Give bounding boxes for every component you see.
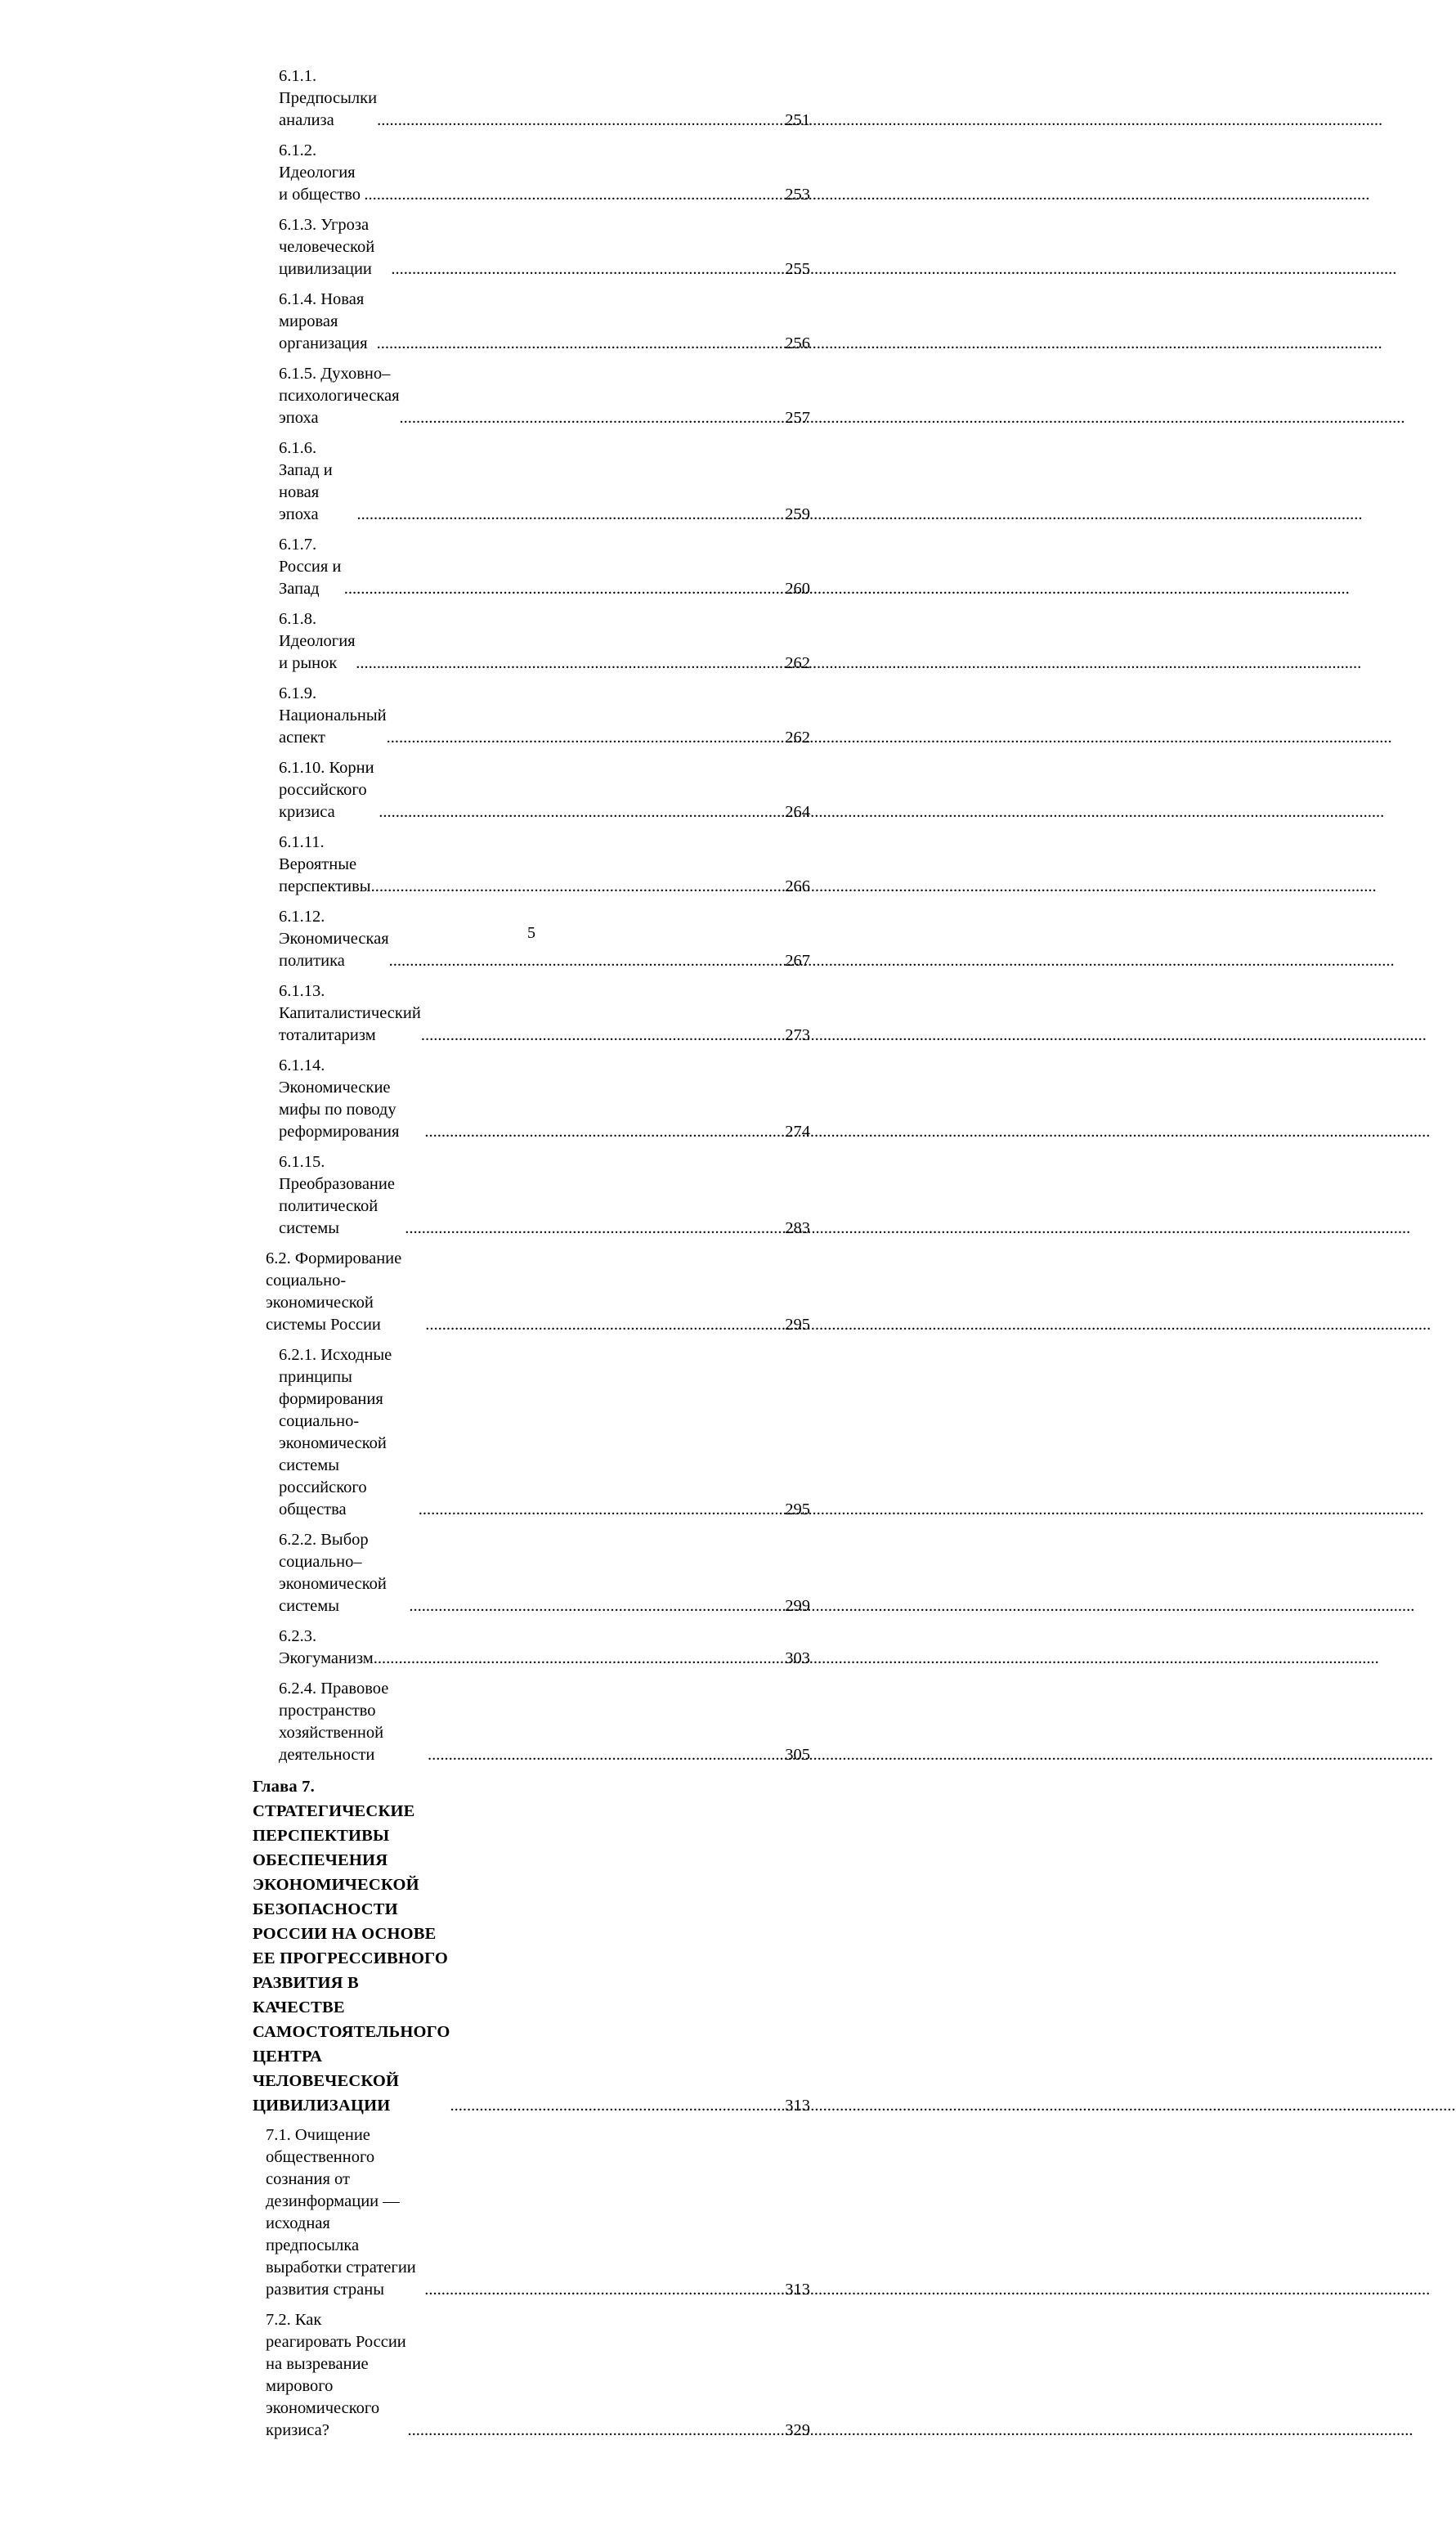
leader-dots [377,110,784,132]
toc-entry[interactable] [253,832,810,898]
leader-dots [428,1744,784,1766]
toc-entry-title: 6.2.4. Правовое пространство хозяйственной деятельности [279,1680,389,1764]
toc-entry-page: 313 [785,2097,810,2115]
toc-entry-title: 6.1.7. Россия и Запад [279,536,342,598]
toc-entry-page: 274 [785,1123,810,1141]
toc-entry[interactable] [253,140,810,206]
toc-entry-page: 262 [785,654,810,672]
toc-entry-page: 313 [785,2281,810,2299]
toc-entry-title: 6.1.11. Вероятные перспективы [279,833,371,895]
toc-entry-page: 273 [785,1026,810,1044]
toc-entry[interactable] [253,1151,810,1240]
toc-entry[interactable] [253,980,810,1047]
toc-entry-page: 267 [785,952,810,970]
toc-entry[interactable] [253,437,810,526]
toc-entry-page: 299 [785,1597,810,1615]
toc-entry-title: 6.1.8. Идеология и рынок [279,610,356,672]
toc-entry-page: 329 [785,2421,810,2439]
toc-entry-title: 6.2. Формирование социально-экономической системы России [266,1249,402,1334]
toc-entry-title: 6.1.15. Преобразование политической системы [279,1153,395,1237]
toc-entry-title: 6.2.2. Выбор социально–экономической системы [279,1531,387,1615]
toc-entry-title: 6.2.1. Исходные принципы формирования социально- экономической системы российского общества [279,1346,392,1518]
leader-dots [425,1314,784,1336]
toc-entry-page: 303 [785,1649,810,1667]
toc-entry[interactable] [253,1529,810,1617]
toc-entry[interactable] [253,1626,810,1670]
leader-dots [408,2420,784,2442]
toc-entry[interactable] [253,683,810,749]
toc-entry[interactable] [253,1678,810,1766]
toc-entry-page: 283 [785,1219,810,1237]
toc-entry[interactable] [253,363,810,429]
leader-dots [377,333,784,355]
leader-dots [356,653,784,675]
toc-entry-title: 6.1.1. Предпосылки анализа [279,67,378,129]
toc-entry-page: 295 [785,1316,810,1334]
toc-entry-title: 6.2.3. Экогуманизм [279,1627,374,1667]
leader-dots [424,1121,784,1143]
toc-entry-page: 259 [785,505,810,523]
leader-dots [391,258,784,280]
leader-dots [409,1595,784,1617]
page-number: 5 [527,924,535,942]
toc-entry[interactable] [253,1055,810,1143]
toc-chapter[interactable] [253,1774,810,2118]
toc-entry-title: 6.1.5. Духовно–психологическая эпоха [279,365,400,427]
leader-dots [424,2279,784,2301]
leader-dots [371,876,784,898]
toc-entry-page: 305 [785,1746,810,1764]
toc-entry-title: 6.1.10. Корни российского кризиса [279,759,374,821]
toc-entry[interactable] [253,534,810,600]
leader-dots [400,407,784,429]
toc-entry-page: 295 [785,1500,810,1518]
toc-entry-title: 7.1. Очищение общественного сознания от дезинформации — исходная предпосылка выработки стратегии развития страны [266,2126,416,2299]
leader-dots [374,1648,784,1670]
toc-entry[interactable] [253,1344,810,1521]
leader-dots [421,1025,784,1047]
toc-entry[interactable] [253,214,810,280]
leader-dots [405,1218,784,1240]
toc-section[interactable] [253,2124,810,2301]
toc-entry-page: 255 [785,260,810,278]
toc-entry-page: 251 [785,111,810,129]
toc-entry-page: 266 [785,877,810,895]
toc-entry-page: 257 [785,409,810,427]
leader-dots [450,2093,784,2118]
leader-dots [344,578,784,600]
toc-entry-title: 6.1.3. Угроза человеческой цивилизации [279,216,375,278]
toc-entry-title: 6.1.4. Новая мировая организация [279,290,368,352]
leader-dots [389,950,784,972]
toc-entry[interactable] [253,757,810,823]
toc-entry-page: 264 [785,803,810,821]
toc-entry[interactable] [253,289,810,355]
table-of-contents [253,65,810,2450]
toc-chapter-title: Глава 7. СТРАТЕГИЧЕСКИЕ ПЕРСПЕКТИВЫ ОБЕСПЕЧЕНИЯ ЭКОНОМИЧЕСКОЙ БЕЗОПАСНОСТИ РОССИИ НА ОСНОВЕ ЕЕ ПРОГРЕССИВНОГО РАЗВИТИЯ В КАЧЕСТВЕ САМОСТОЯТЕЛЬНОГО ЦЕНТРА ЧЕЛОВЕЧЕСКОЙ ЦИВИЛИЗАЦИИ [253,1778,450,2115]
toc-entry-title: 7.2. Как реагировать России на вызревание мирового экономического кризиса? [266,2311,406,2439]
toc-entry-page: 253 [785,186,810,204]
toc-entry-page: 256 [785,334,810,352]
leader-dots [364,184,784,206]
toc-entry-title: 6.1.14. Экономические мифы по поводу реформирования [279,1056,400,1141]
leader-dots [379,801,784,823]
toc-entry-title: 6.1.13. Капиталистический тоталитаризм [279,982,421,1044]
leader-dots [419,1499,784,1521]
leader-dots [357,504,784,526]
toc-entry-title: 6.1.6. Запад и новая эпоха [279,439,333,523]
toc-entry-title: 6.1.9. Национальный аспект [279,684,387,747]
toc-entry[interactable] [253,608,810,675]
toc-section[interactable] [253,2309,810,2442]
toc-section[interactable] [253,1248,810,1336]
toc-entry-title: 6.1.2. Идеология и общество [279,141,361,204]
toc-entry-title: 6.1.12. Экономическая политика [279,908,389,970]
toc-entry[interactable] [253,65,810,132]
toc-entry-page: 262 [785,729,810,747]
leader-dots [387,727,784,749]
toc-entry-page: 260 [785,580,810,598]
